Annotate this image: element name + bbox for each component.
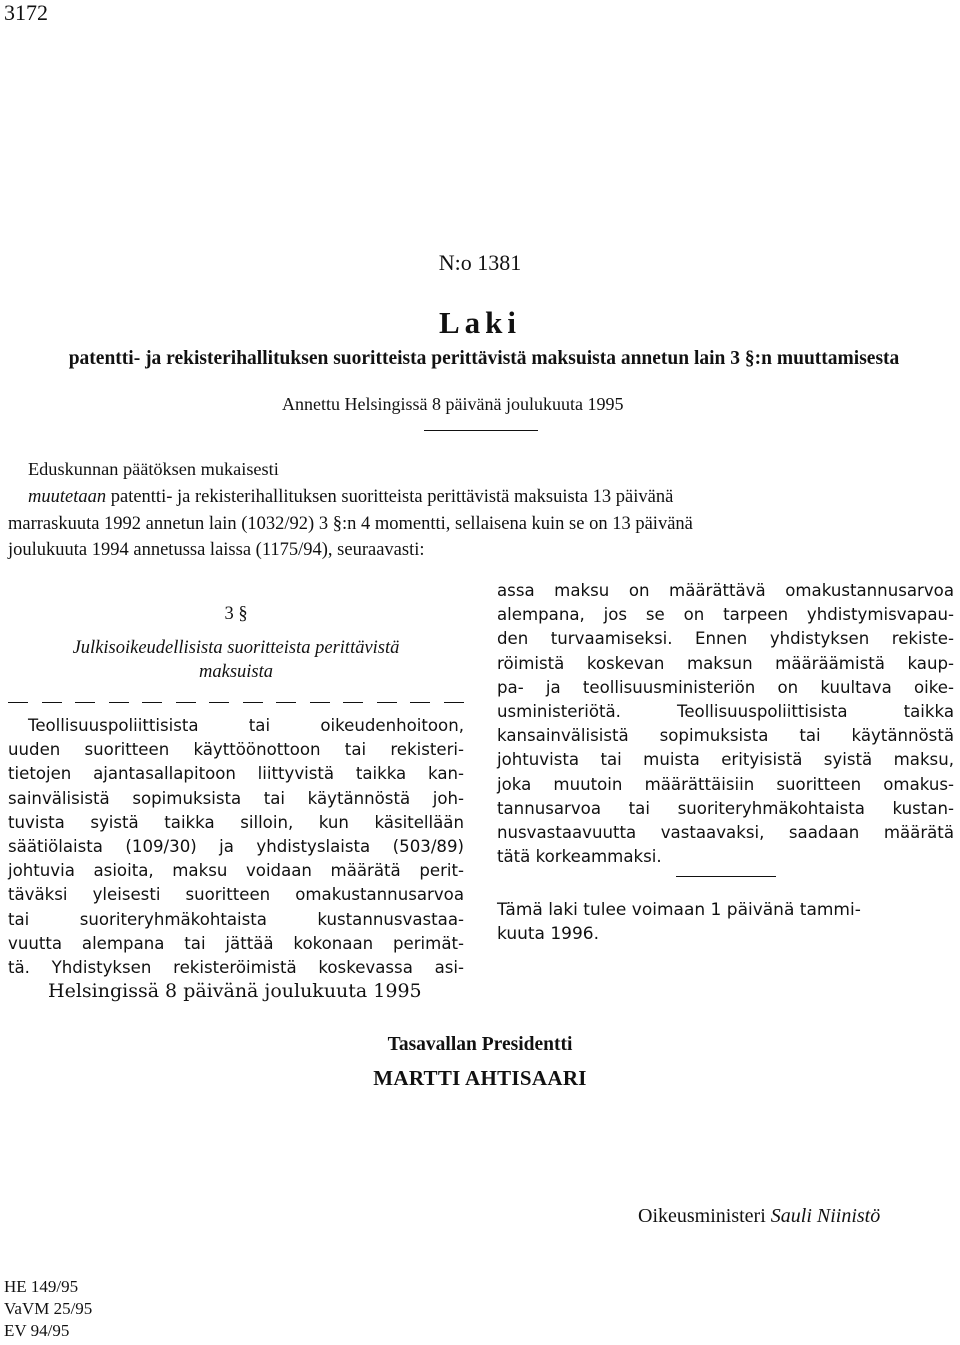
left-line: vuutta alempana tai jättää kokonaan perimät- xyxy=(8,933,464,953)
entry-line-2: kuuta 1996. xyxy=(497,924,600,944)
minister-name: Sauli Niinistö xyxy=(770,1205,881,1227)
right-line: tannusarvoa tai suoriteryhmäkohtaista kustan- xyxy=(497,798,954,818)
section-title-line-2: maksuista xyxy=(199,662,273,682)
left-line: tuvista syistä taikka silloin, kun käsitellään xyxy=(8,812,464,832)
right-line: röimistä koskevan maksun määräämistä kaup- xyxy=(497,653,954,673)
document-number: N:o 1381 xyxy=(438,250,522,275)
right-line: tätä korkeammaksi. xyxy=(497,847,662,867)
omitted-text-marker xyxy=(8,702,464,703)
right-line: kansainvälisistä sopimuksista tai käytännöstä xyxy=(497,726,954,746)
reference-item: EV 94/95 xyxy=(4,1321,70,1340)
left-line: tietojen ajantasallapitoon liittyvistä taikka kan- xyxy=(8,764,464,784)
left-line: johtuvia asioita, maksu voidaan määrätä perit- xyxy=(8,861,464,881)
entry-separator xyxy=(676,876,776,877)
issued-date: Annettu Helsingissä 8 päivänä joulukuuta 1995 xyxy=(282,394,624,414)
left-column-text xyxy=(8,714,464,980)
intro-verb: muutetaan xyxy=(28,487,107,507)
reference-item: VaVM 25/95 xyxy=(4,1299,93,1318)
reference-item: HE 149/95 xyxy=(4,1277,79,1296)
left-line: säätiölaista (109/30) ja yhdistyslaista (503/89) xyxy=(8,837,464,857)
right-line: joka muutoin määrättäisiin suoritteen omakus- xyxy=(497,774,954,794)
legislative-references xyxy=(4,1276,92,1342)
left-line: sainvälisistä sopimuksista tai käytännöstä joh- xyxy=(8,788,464,808)
entry-into-force xyxy=(497,898,954,946)
section-number: 3 § xyxy=(224,604,248,624)
president-name: MARTTI AHTISAARI xyxy=(373,1066,587,1090)
intro-paragraph xyxy=(8,484,954,564)
document-title: patentti- ja rekisterihallituksen suoritteista perittävistä maksuista annetun lain 3 §:n muuttamisesta xyxy=(68,348,900,369)
left-line: tai suoriteryhmäkohtaista kustannusvastaa- xyxy=(8,909,464,929)
president-title: Tasavallan Presidentti xyxy=(387,1034,573,1055)
left-line: Teollisuuspoliittisista tai oikeudenhoitoon, xyxy=(28,716,464,735)
right-line: johtuvista tai muista erityisistä syistä maksu, xyxy=(497,750,954,770)
right-line: usministeriötä. Teollisuuspoliittisista taikka xyxy=(497,702,954,722)
entry-line-1: Tämä laki tulee voimaan 1 päivänä tammi- xyxy=(497,900,861,920)
right-line: nusvastaavuutta vastaavaksi, saadaan määrätä xyxy=(497,823,954,843)
left-line: uuden suoritteen käyttöönottoon tai rekisteri- xyxy=(8,740,464,760)
title-separator xyxy=(424,430,538,431)
right-line: alempana, jos se on tarpeen yhdistymisvapau- xyxy=(497,605,954,625)
signing-place-date: Helsingissä 8 päivänä joulukuuta 1995 xyxy=(48,980,422,1002)
minister-signature xyxy=(638,1205,880,1228)
right-line: assa maksu on määrättävä omakustannusarvoa xyxy=(497,581,954,600)
left-line: täväksi yleisesti suoritteen omakustannusarvoa xyxy=(8,885,464,905)
right-column-text xyxy=(497,579,954,869)
left-line: tä. Yhdistyksen rekisteröimistä koskevassa asi- xyxy=(8,958,464,978)
intro-line-2: patentti- ja rekisterihallituksen suoritteista perittävistä maksuista 13 päivänä xyxy=(106,487,674,507)
document-type: Laki xyxy=(438,305,522,340)
intro-line: Eduskunnan päätöksen mukaisesti xyxy=(28,459,279,479)
intro-line-4: joulukuuta 1994 annetussa laissa (1175/94), seuraavasti: xyxy=(8,540,425,560)
page-number: 3172 xyxy=(4,0,48,25)
right-line: pa- ja teollisuusministeriön on kuultava oike- xyxy=(497,677,954,697)
intro-line-3: marraskuuta 1992 annetun lain (1032/92) 3 §:n 4 momentti, sellaisena kuin se on 13 päivänä xyxy=(8,513,693,534)
minister-title: Oikeusministeri xyxy=(638,1205,766,1227)
section-title xyxy=(20,636,452,684)
right-line: den turvaamiseksi. Ennen yhdistyksen rekiste- xyxy=(497,629,954,649)
section-title-line-1: Julkisoikeudellisista suoritteista perittävistä xyxy=(72,638,400,658)
